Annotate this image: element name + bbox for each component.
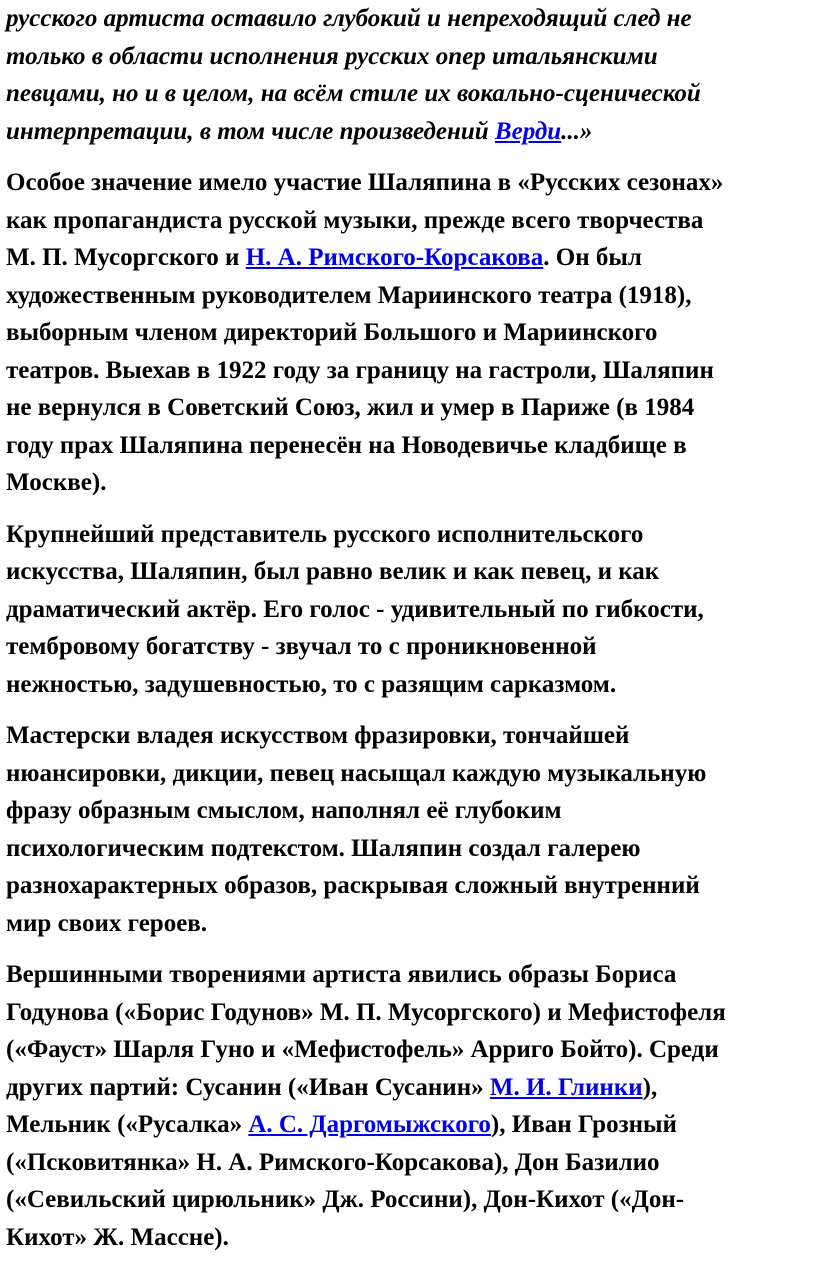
link-glinka[interactable]: М. И. Глинки bbox=[489, 1073, 643, 1101]
text-line: Годунова («Борис Годунов» М. П. Мусоргского) и Мефистофеля bbox=[6, 998, 726, 1026]
text-segment: ), Иван Грозный bbox=[490, 1111, 677, 1138]
text-line: драматический актёр. Его голос - удивительный по гибкости, bbox=[6, 595, 704, 623]
text-line: театров. Выехав в 1922 году за границу на гастроли, Шаляпин bbox=[6, 356, 714, 384]
text-line: искусства, Шаляпин, был равно велик и как певец, и как bbox=[6, 558, 660, 585]
text-line bbox=[6, 1069, 812, 1107]
text-line: («Севильский цирюльник» Дж. Россини), Дон-Кихот («Дон- bbox=[6, 1186, 685, 1213]
text-line: разнохарактерных образов, раскрывая сложный внутренний bbox=[6, 872, 700, 899]
link-rimsky-korsakov[interactable]: Н. А. Римского-Корсакова bbox=[245, 244, 544, 271]
text-line: («Фауст» Шарля Гуно и «Мефистофель» Арриго Бойто). Среди bbox=[6, 1036, 719, 1063]
text-line: Кихот» Ж. Массне). bbox=[6, 1223, 229, 1251]
text-line: Москве). bbox=[6, 469, 107, 496]
text-line: Особое значение имело участие Шаляпина в «Русских сезонах» bbox=[6, 169, 724, 196]
text-segment: интерпретации, в том числе произведений bbox=[6, 117, 495, 145]
text-line: художественным руководителем Мариинского театра (1918), bbox=[6, 281, 692, 309]
text-line: («Псковитянка» Н. А. Римского-Корсакова), Дон Базилио bbox=[6, 1148, 660, 1176]
text-segment: М. П. Мусоргского и bbox=[6, 244, 246, 271]
text-line: психологическим подтекстом. Шаляпин создал галерею bbox=[6, 834, 641, 862]
text-line: мир своих героев. bbox=[6, 909, 208, 937]
text-segment: Мельник («Русалка» bbox=[6, 1111, 249, 1138]
text-segment: ), bbox=[642, 1073, 658, 1101]
text-line bbox=[6, 113, 812, 151]
link-dargomyzhsky[interactable]: А. С. Даргомыжского bbox=[248, 1111, 491, 1138]
text-line: фразу образным смыслом, наполнял её глубоким bbox=[6, 797, 562, 824]
text-line: году прах Шаляпина перенесён на Новодевичье кладбище в bbox=[6, 431, 687, 459]
text-line: певцами, но и в целом, на всём стиле их вокально-сценической bbox=[6, 80, 701, 107]
text-line: Крупнейший представитель русского исполнительского bbox=[6, 520, 644, 548]
paragraph-phrasing bbox=[6, 717, 812, 942]
paragraph-russian-seasons bbox=[6, 164, 812, 502]
paragraph-quote-ending bbox=[6, 0, 812, 150]
paragraph-roles bbox=[6, 956, 812, 1256]
text-segment: . Он был bbox=[543, 244, 642, 271]
link-verdi[interactable]: Верди bbox=[494, 117, 562, 145]
text-segment: других партий: Сусанин («Иван Сусанин» bbox=[6, 1073, 490, 1101]
paragraph-performer bbox=[6, 516, 812, 704]
text-line: Вершинными творениями артиста явились образы Бориса bbox=[6, 961, 677, 988]
text-line: тембровому богатству - звучал то с проникновенной bbox=[6, 633, 597, 660]
text-line: не вернулся в Советский Союз, жил и умер в Париже (в 1984 bbox=[6, 394, 695, 421]
document-page bbox=[6, 0, 812, 1270]
text-line: только в области исполнения русских опер итальянскими bbox=[6, 42, 658, 70]
text-line: нюансировки, дикции, певец насыщал каждую музыкальную bbox=[6, 759, 707, 787]
text-line bbox=[6, 239, 812, 277]
text-line: нежностью, задушевностью, то с разящим сарказмом. bbox=[6, 670, 617, 698]
text-line: русского артиста оставило глубокий и непреходящий след не bbox=[6, 5, 692, 32]
text-line: как пропагандиста русской музыки, прежде всего творчества bbox=[6, 206, 704, 234]
text-line bbox=[6, 1106, 812, 1144]
text-segment: ...» bbox=[561, 117, 593, 145]
text-line: Мастерски владея искусством фразировки, тончайшей bbox=[6, 722, 630, 749]
text-line: выборным членом директорий Большого и Мариинского bbox=[6, 319, 658, 346]
